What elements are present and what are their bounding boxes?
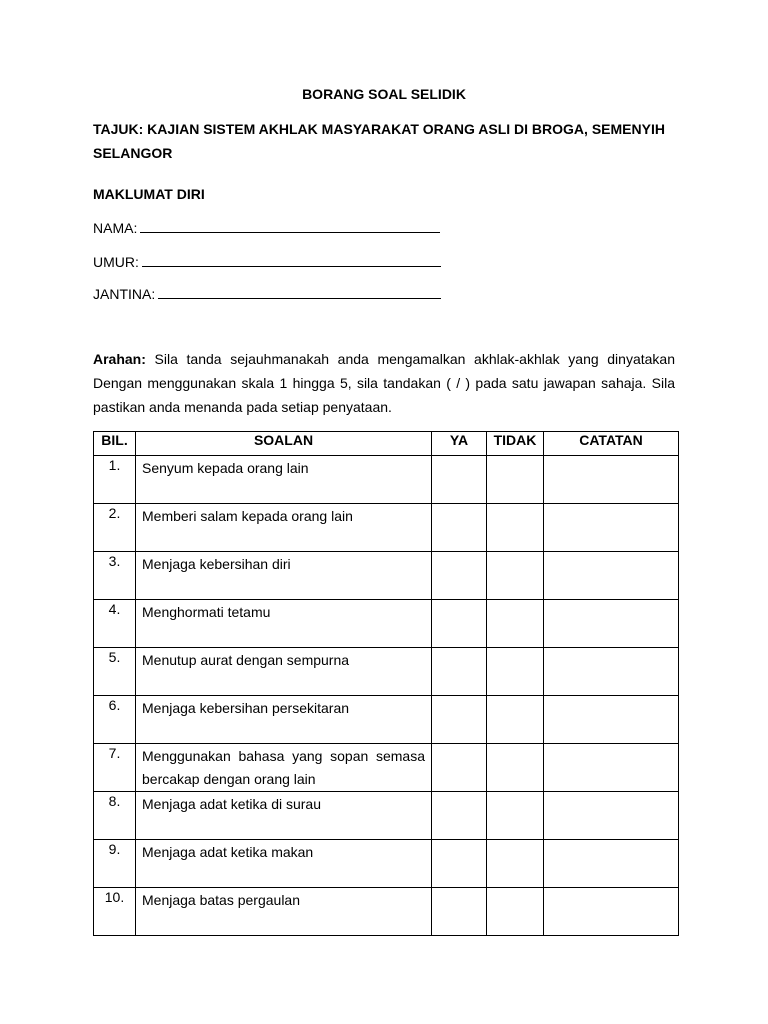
name-label: NAMA: bbox=[93, 220, 138, 236]
row-number: 5. bbox=[94, 648, 136, 696]
row-question: Menutup aurat dengan sempurna bbox=[136, 648, 432, 696]
catatan-cell[interactable] bbox=[544, 696, 679, 744]
header-ya: YA bbox=[432, 432, 487, 456]
row-question: Menghormati tetamu bbox=[136, 600, 432, 648]
catatan-cell[interactable] bbox=[544, 552, 679, 600]
row-number: 1. bbox=[94, 456, 136, 504]
instructions-line-2: Dengan menggunakan skala 1 hingga 5, sila tandakan ( / ) pada satu jawapan sahaja. Sila bbox=[93, 375, 675, 391]
catatan-cell[interactable] bbox=[544, 744, 679, 792]
age-label: UMUR: bbox=[93, 254, 139, 270]
tidak-answer-cell[interactable] bbox=[487, 696, 544, 744]
age-field bbox=[93, 254, 441, 270]
questionnaire-table bbox=[93, 431, 679, 936]
header-soalan: SOALAN bbox=[136, 432, 432, 456]
row-question: Menjaga kebersihan persekitaran bbox=[136, 696, 432, 744]
subject-line-1: TAJUK: KAJIAN SISTEM AKHLAK MASYARAKAT ORANG ASLI DI BROGA, SEMENYIH bbox=[93, 121, 665, 137]
subject-line-2: SELANGOR bbox=[93, 145, 173, 161]
instructions-line-1-text: Sila tanda sejauhmanakah anda mengamalkan akhlak-akhlak yang dinyatakan bbox=[145, 351, 675, 367]
catatan-cell[interactable] bbox=[544, 504, 679, 552]
tidak-answer-cell[interactable] bbox=[487, 600, 544, 648]
row-question: Senyum kepada orang lain bbox=[136, 456, 432, 504]
tidak-answer-cell[interactable] bbox=[487, 456, 544, 504]
catatan-cell[interactable] bbox=[544, 648, 679, 696]
ya-answer-cell[interactable] bbox=[432, 504, 487, 552]
table-row bbox=[94, 888, 679, 936]
ya-answer-cell[interactable] bbox=[432, 888, 487, 936]
gender-field bbox=[93, 286, 441, 302]
tidak-answer-cell[interactable] bbox=[487, 552, 544, 600]
row-question: Menjaga batas pergaulan bbox=[136, 888, 432, 936]
table-row bbox=[94, 696, 679, 744]
ya-answer-cell[interactable] bbox=[432, 696, 487, 744]
ya-answer-cell[interactable] bbox=[432, 840, 487, 888]
table-row bbox=[94, 792, 679, 840]
instructions-line-1 bbox=[93, 347, 675, 371]
document-title: BORANG SOAL SELIDIK bbox=[302, 86, 466, 102]
ya-answer-cell[interactable] bbox=[432, 456, 487, 504]
row-number: 10. bbox=[94, 888, 136, 936]
row-question: Menjaga kebersihan diri bbox=[136, 552, 432, 600]
section-heading-personal-info: MAKLUMAT DIRI bbox=[93, 186, 205, 202]
name-blank-line[interactable] bbox=[140, 220, 440, 233]
row-question: Menggunakan bahasa yang sopan semasa bercakap dengan orang lain bbox=[136, 744, 432, 792]
table-row bbox=[94, 600, 679, 648]
gender-blank-line[interactable] bbox=[158, 286, 441, 299]
name-field bbox=[93, 220, 440, 236]
tidak-answer-cell[interactable] bbox=[487, 792, 544, 840]
table-header-row bbox=[94, 432, 679, 456]
row-question: Menjaga adat ketika di surau bbox=[136, 792, 432, 840]
row-question: Menjaga adat ketika makan bbox=[136, 840, 432, 888]
table-row bbox=[94, 648, 679, 696]
row-question: Memberi salam kepada orang lain bbox=[136, 504, 432, 552]
table-row bbox=[94, 840, 679, 888]
ya-answer-cell[interactable] bbox=[432, 648, 487, 696]
row-number: 4. bbox=[94, 600, 136, 648]
table-row bbox=[94, 456, 679, 504]
instructions-line-3: pastikan anda menanda pada setiap penyataan. bbox=[93, 399, 392, 415]
tidak-answer-cell[interactable] bbox=[487, 648, 544, 696]
age-blank-line[interactable] bbox=[142, 254, 441, 267]
ya-answer-cell[interactable] bbox=[432, 600, 487, 648]
ya-answer-cell[interactable] bbox=[432, 552, 487, 600]
row-number: 6. bbox=[94, 696, 136, 744]
row-number: 9. bbox=[94, 840, 136, 888]
ya-answer-cell[interactable] bbox=[432, 792, 487, 840]
tidak-answer-cell[interactable] bbox=[487, 840, 544, 888]
tidak-answer-cell[interactable] bbox=[487, 888, 544, 936]
header-tidak: TIDAK bbox=[487, 432, 544, 456]
header-catatan: CATATAN bbox=[544, 432, 679, 456]
table-row bbox=[94, 552, 679, 600]
catatan-cell[interactable] bbox=[544, 888, 679, 936]
instructions-label: Arahan: bbox=[93, 351, 146, 367]
gender-label: JANTINA: bbox=[93, 286, 156, 302]
catatan-cell[interactable] bbox=[544, 840, 679, 888]
document-subject bbox=[93, 117, 693, 165]
row-number: 2. bbox=[94, 504, 136, 552]
row-number: 7. bbox=[94, 744, 136, 792]
row-number: 3. bbox=[94, 552, 136, 600]
tidak-answer-cell[interactable] bbox=[487, 504, 544, 552]
table-row bbox=[94, 504, 679, 552]
header-bil: BIL. bbox=[94, 432, 136, 456]
catatan-cell[interactable] bbox=[544, 600, 679, 648]
table-row bbox=[94, 744, 679, 792]
catatan-cell[interactable] bbox=[544, 456, 679, 504]
instructions-paragraph bbox=[93, 347, 675, 419]
tidak-answer-cell[interactable] bbox=[487, 744, 544, 792]
ya-answer-cell[interactable] bbox=[432, 744, 487, 792]
catatan-cell[interactable] bbox=[544, 792, 679, 840]
row-number: 8. bbox=[94, 792, 136, 840]
